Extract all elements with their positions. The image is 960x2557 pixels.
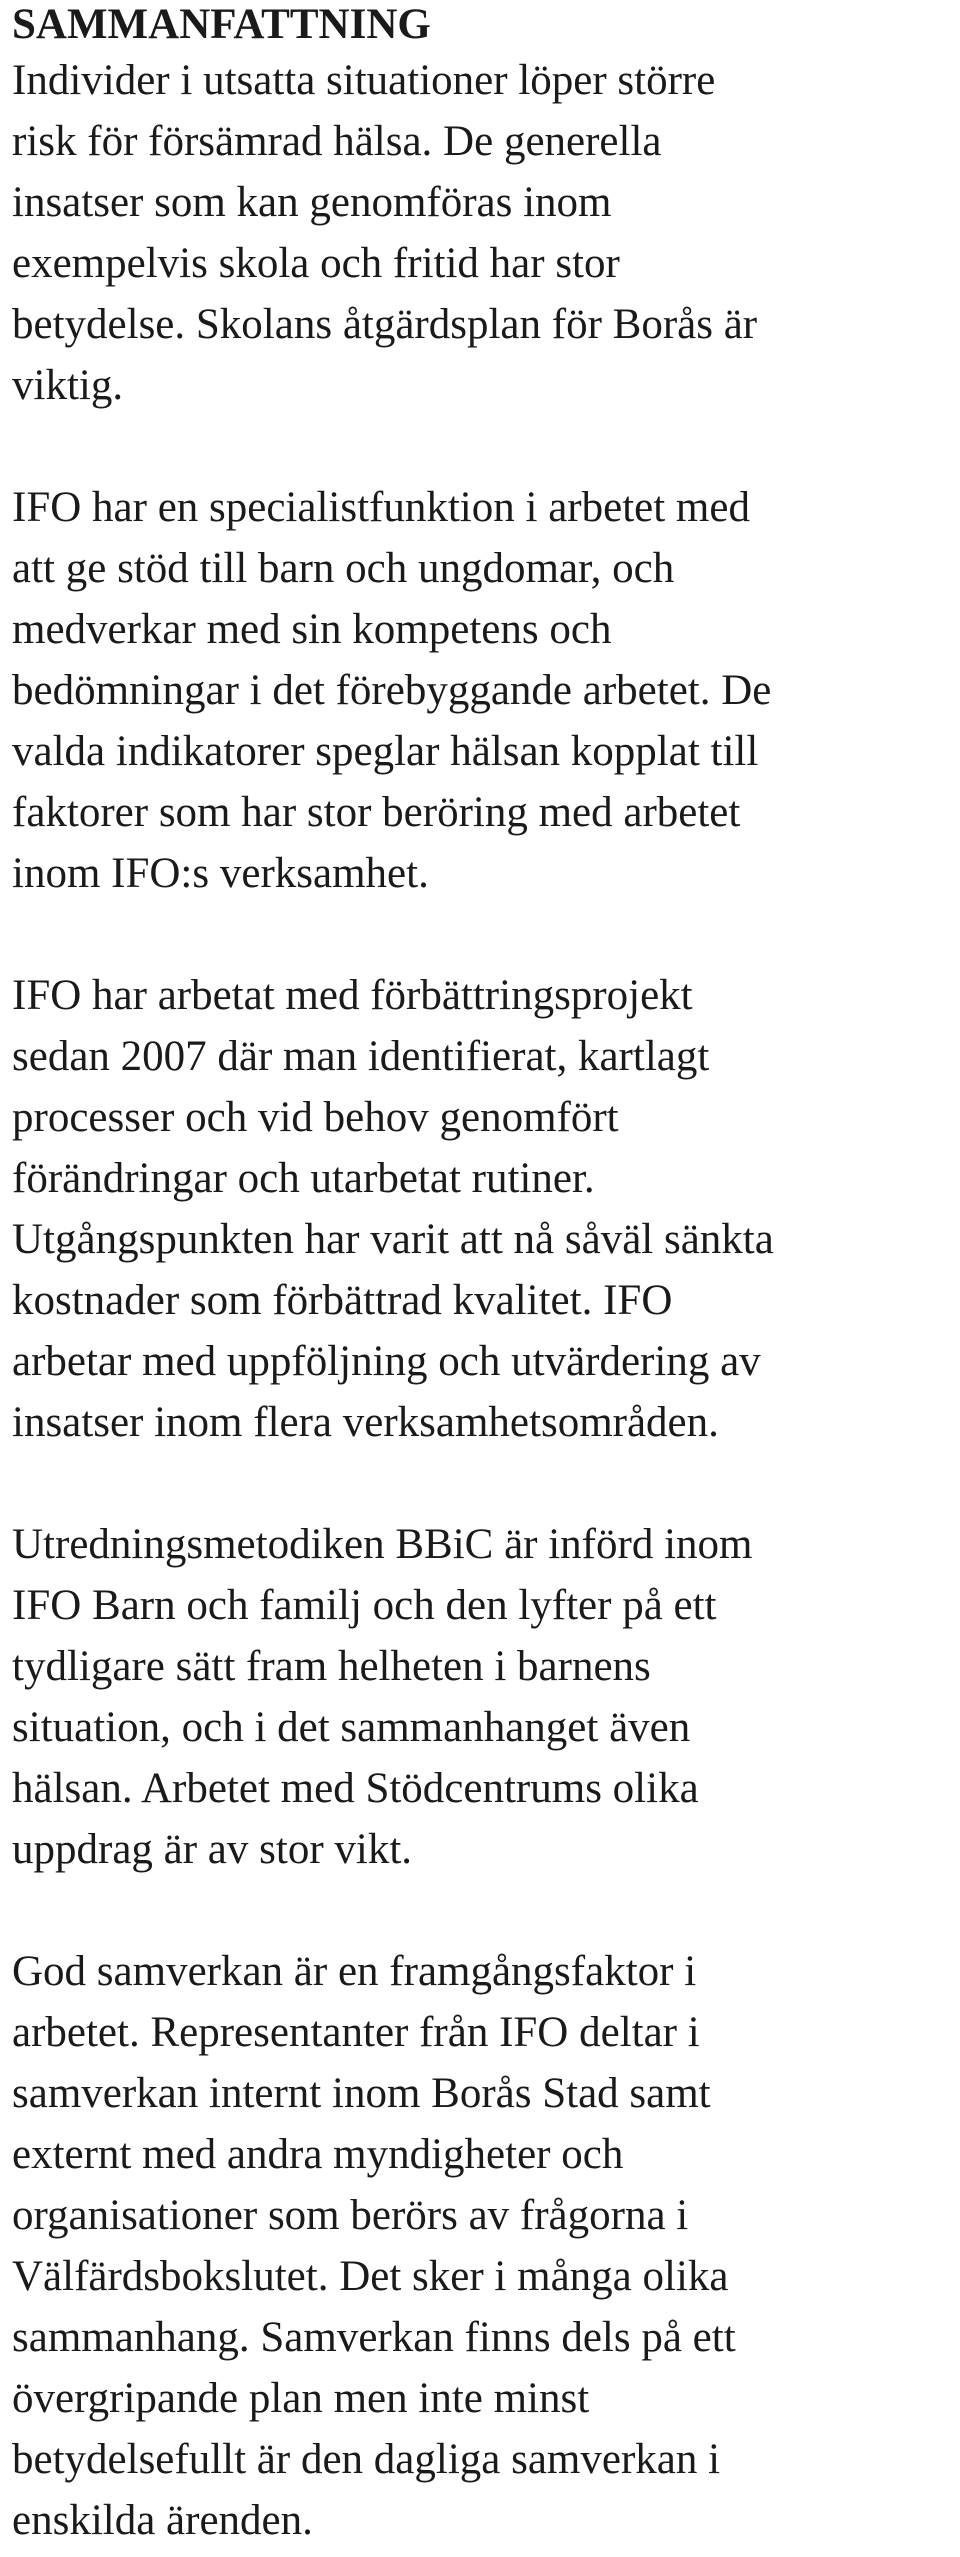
text-line: externt med andra myndigheter och [12, 2131, 624, 2178]
paragraph-1 [12, 50, 952, 416]
text-line: IFO har en specialistfunktion i arbetet med [12, 484, 750, 531]
paragraph-4 [12, 1514, 952, 1880]
text-line: exempelvis skola och fritid har stor [12, 240, 620, 287]
text-line: valda indikatorer speglar hälsan kopplat till [12, 728, 759, 775]
text-line: faktorer som har stor beröring med arbetet [12, 789, 741, 836]
text-line: medverkar med sin kompetens och [12, 606, 612, 653]
text-line: samverkan internt inom Borås Stad samt [12, 2070, 711, 2117]
paragraph-3 [12, 965, 952, 1453]
text-line: tydligare sätt fram helheten i barnens [12, 1643, 651, 1690]
text-line: arbetar med uppföljning och utvärdering av [12, 1338, 761, 1385]
text-line: inom IFO:s verksamhet. [12, 850, 429, 897]
text-line: situation, och i det sammanhanget även [12, 1704, 691, 1751]
text-line: Välfärdsbokslutet. Det sker i många olika [12, 2253, 729, 2300]
text-line: hälsan. Arbetet med Stödcentrums olika [12, 1765, 699, 1812]
text-line: enskilda ärenden. [12, 2497, 313, 2544]
text-line: att ge stöd till barn och ungdomar, och [12, 545, 675, 592]
text-line: organisationer som berörs av frågorna i [12, 2192, 689, 2239]
text-line: förändringar och utarbetat rutiner. [12, 1155, 595, 1202]
text-line: Utredningsmetodiken BBiC är införd inom [12, 1521, 753, 1568]
text-line: processer och vid behov genomfört [12, 1094, 619, 1141]
document-page [12, 0, 952, 2551]
text-line: God samverkan är en framgångsfaktor i [12, 1948, 697, 1995]
paragraph-5 [12, 1941, 952, 2551]
text-line: IFO har arbetat med förbättringsprojekt [12, 972, 693, 1019]
text-line: sammanhang. Samverkan finns dels på ett [12, 2314, 736, 2361]
text-line: betydelsefullt är den dagliga samverkan i [12, 2436, 721, 2483]
text-line: viktig. [12, 362, 124, 409]
text-line: risk för försämrad hälsa. De generella [12, 118, 662, 165]
text-line: arbetet. Representanter från IFO deltar i [12, 2009, 700, 2056]
text-line: kostnader som förbättrad kvalitet. IFO [12, 1277, 673, 1324]
text-line: insatser inom flera verksamhetsområden. [12, 1399, 719, 1446]
text-line: Utgångspunkten har varit att nå såväl sänkta [12, 1216, 774, 1263]
section-heading: SAMMANFATTNING [12, 1, 431, 48]
text-line: sedan 2007 där man identifierat, kartlagt [12, 1033, 710, 1080]
text-line: övergripande plan men inte minst [12, 2375, 590, 2422]
text-line: betydelse. Skolans åtgärdsplan för Borås är [12, 301, 758, 348]
text-line: IFO Barn och familj och den lyfter på ett [12, 1582, 717, 1629]
text-line: Individer i utsatta situationer löper större [12, 57, 716, 104]
text-line: insatser som kan genomföras inom [12, 179, 612, 226]
text-line: uppdrag är av stor vikt. [12, 1826, 413, 1873]
text-line: bedömningar i det förebyggande arbetet. De [12, 667, 772, 714]
paragraph-2 [12, 477, 952, 904]
